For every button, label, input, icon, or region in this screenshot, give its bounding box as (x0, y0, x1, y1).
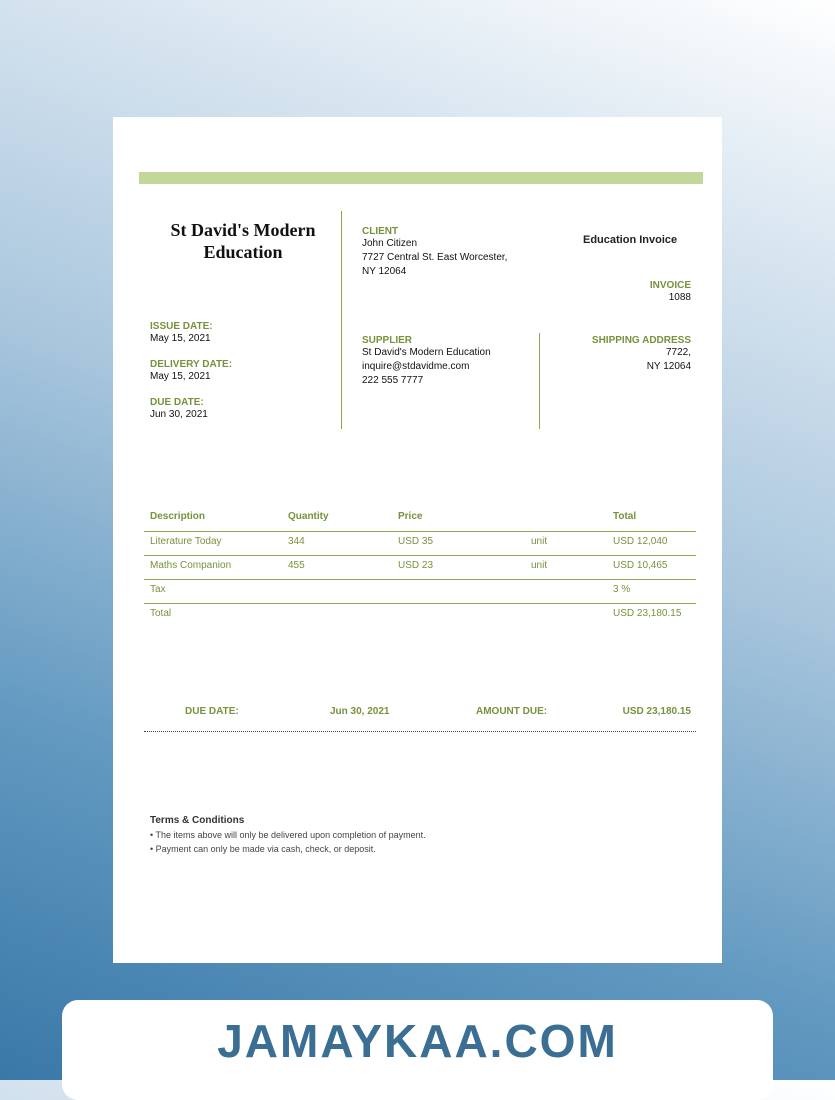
header-quantity: Quantity (288, 511, 329, 522)
issue-date: May 15, 2021 (150, 333, 211, 344)
amount-due-label: AMOUNT DUE: (476, 706, 548, 717)
invoice-number: 1088 (668, 292, 691, 303)
row-price: USD 35 (398, 536, 434, 547)
row-quantity: 455 (288, 560, 305, 571)
invoice-number-block (650, 280, 691, 305)
row-price: USD 23 (398, 560, 434, 571)
amount-due-value: USD 23,180.15 (622, 706, 691, 717)
total-row (144, 604, 696, 627)
dates-block (150, 321, 232, 422)
terms-item: • Payment can only be made via cash, check, or deposit. (150, 844, 376, 854)
terms-item: • The items above will only be delivered upon completion of payment. (150, 830, 426, 840)
items-table (144, 510, 696, 627)
shipping-line2: NY 12064 (646, 361, 691, 372)
header-total: Total (613, 511, 637, 522)
table-header (144, 510, 696, 532)
supplier-label: SUPPLIER (362, 335, 413, 346)
due-date: Jun 30, 2021 (150, 409, 208, 420)
row-unit: unit (531, 536, 548, 547)
terms-block (150, 814, 426, 856)
table-row (144, 532, 696, 556)
supplier-block (362, 335, 491, 388)
row-unit: unit (531, 560, 548, 571)
issue-date-label: ISSUE DATE: (150, 321, 213, 332)
tax-label: Tax (150, 584, 166, 595)
dotted-separator (144, 731, 696, 732)
shipping-line1: 7722, (665, 347, 691, 358)
invoice-number-label: INVOICE (649, 280, 691, 291)
supplier-name: St David's Modern Education (362, 347, 491, 358)
shipping-label: SHIPPING ADDRESS (591, 335, 691, 346)
supplier-email: inquire@stdavidme.com (362, 361, 470, 372)
row-description: Literature Today (150, 536, 222, 547)
shipping-block (592, 335, 691, 374)
client-address-line1: 7727 Central St. East Worcester, (362, 252, 508, 263)
divider-right (539, 333, 540, 429)
delivery-date-label: DELIVERY DATE: (150, 359, 233, 370)
terms-title: Terms & Conditions (150, 815, 245, 826)
watermark-banner (62, 1000, 773, 1100)
row-total: USD 10,465 (613, 560, 668, 571)
invoice-title: Education Invoice (583, 234, 678, 246)
divider-left (341, 211, 342, 429)
header-accent-bar (139, 172, 703, 184)
delivery-date: May 15, 2021 (150, 371, 211, 382)
client-address-line2: NY 12064 (362, 266, 407, 277)
watermark-text: JAMAYKAA.COM (217, 1015, 618, 1067)
supplier-phone: 222 555 7777 (362, 375, 424, 386)
summary-due-date: Jun 30, 2021 (330, 706, 390, 717)
due-date-label: DUE DATE: (150, 397, 204, 408)
row-description: Maths Companion (150, 560, 232, 571)
header-price: Price (398, 511, 423, 522)
row-quantity: 344 (288, 536, 305, 547)
client-label: CLIENT (362, 226, 399, 237)
tax-value: 3 % (613, 584, 631, 595)
tax-row (144, 580, 696, 604)
summary-due-date-label: DUE DATE: (185, 706, 239, 717)
total-label: Total (150, 608, 172, 619)
invoice-page (113, 117, 722, 963)
total-value: USD 23,180.15 (613, 608, 682, 619)
table-row (144, 556, 696, 580)
row-total: USD 12,040 (613, 536, 668, 547)
client-block (362, 226, 507, 279)
header-description: Description (150, 511, 206, 522)
client-name: John Citizen (362, 238, 418, 249)
company-name: St David's Modern Education (170, 220, 316, 262)
